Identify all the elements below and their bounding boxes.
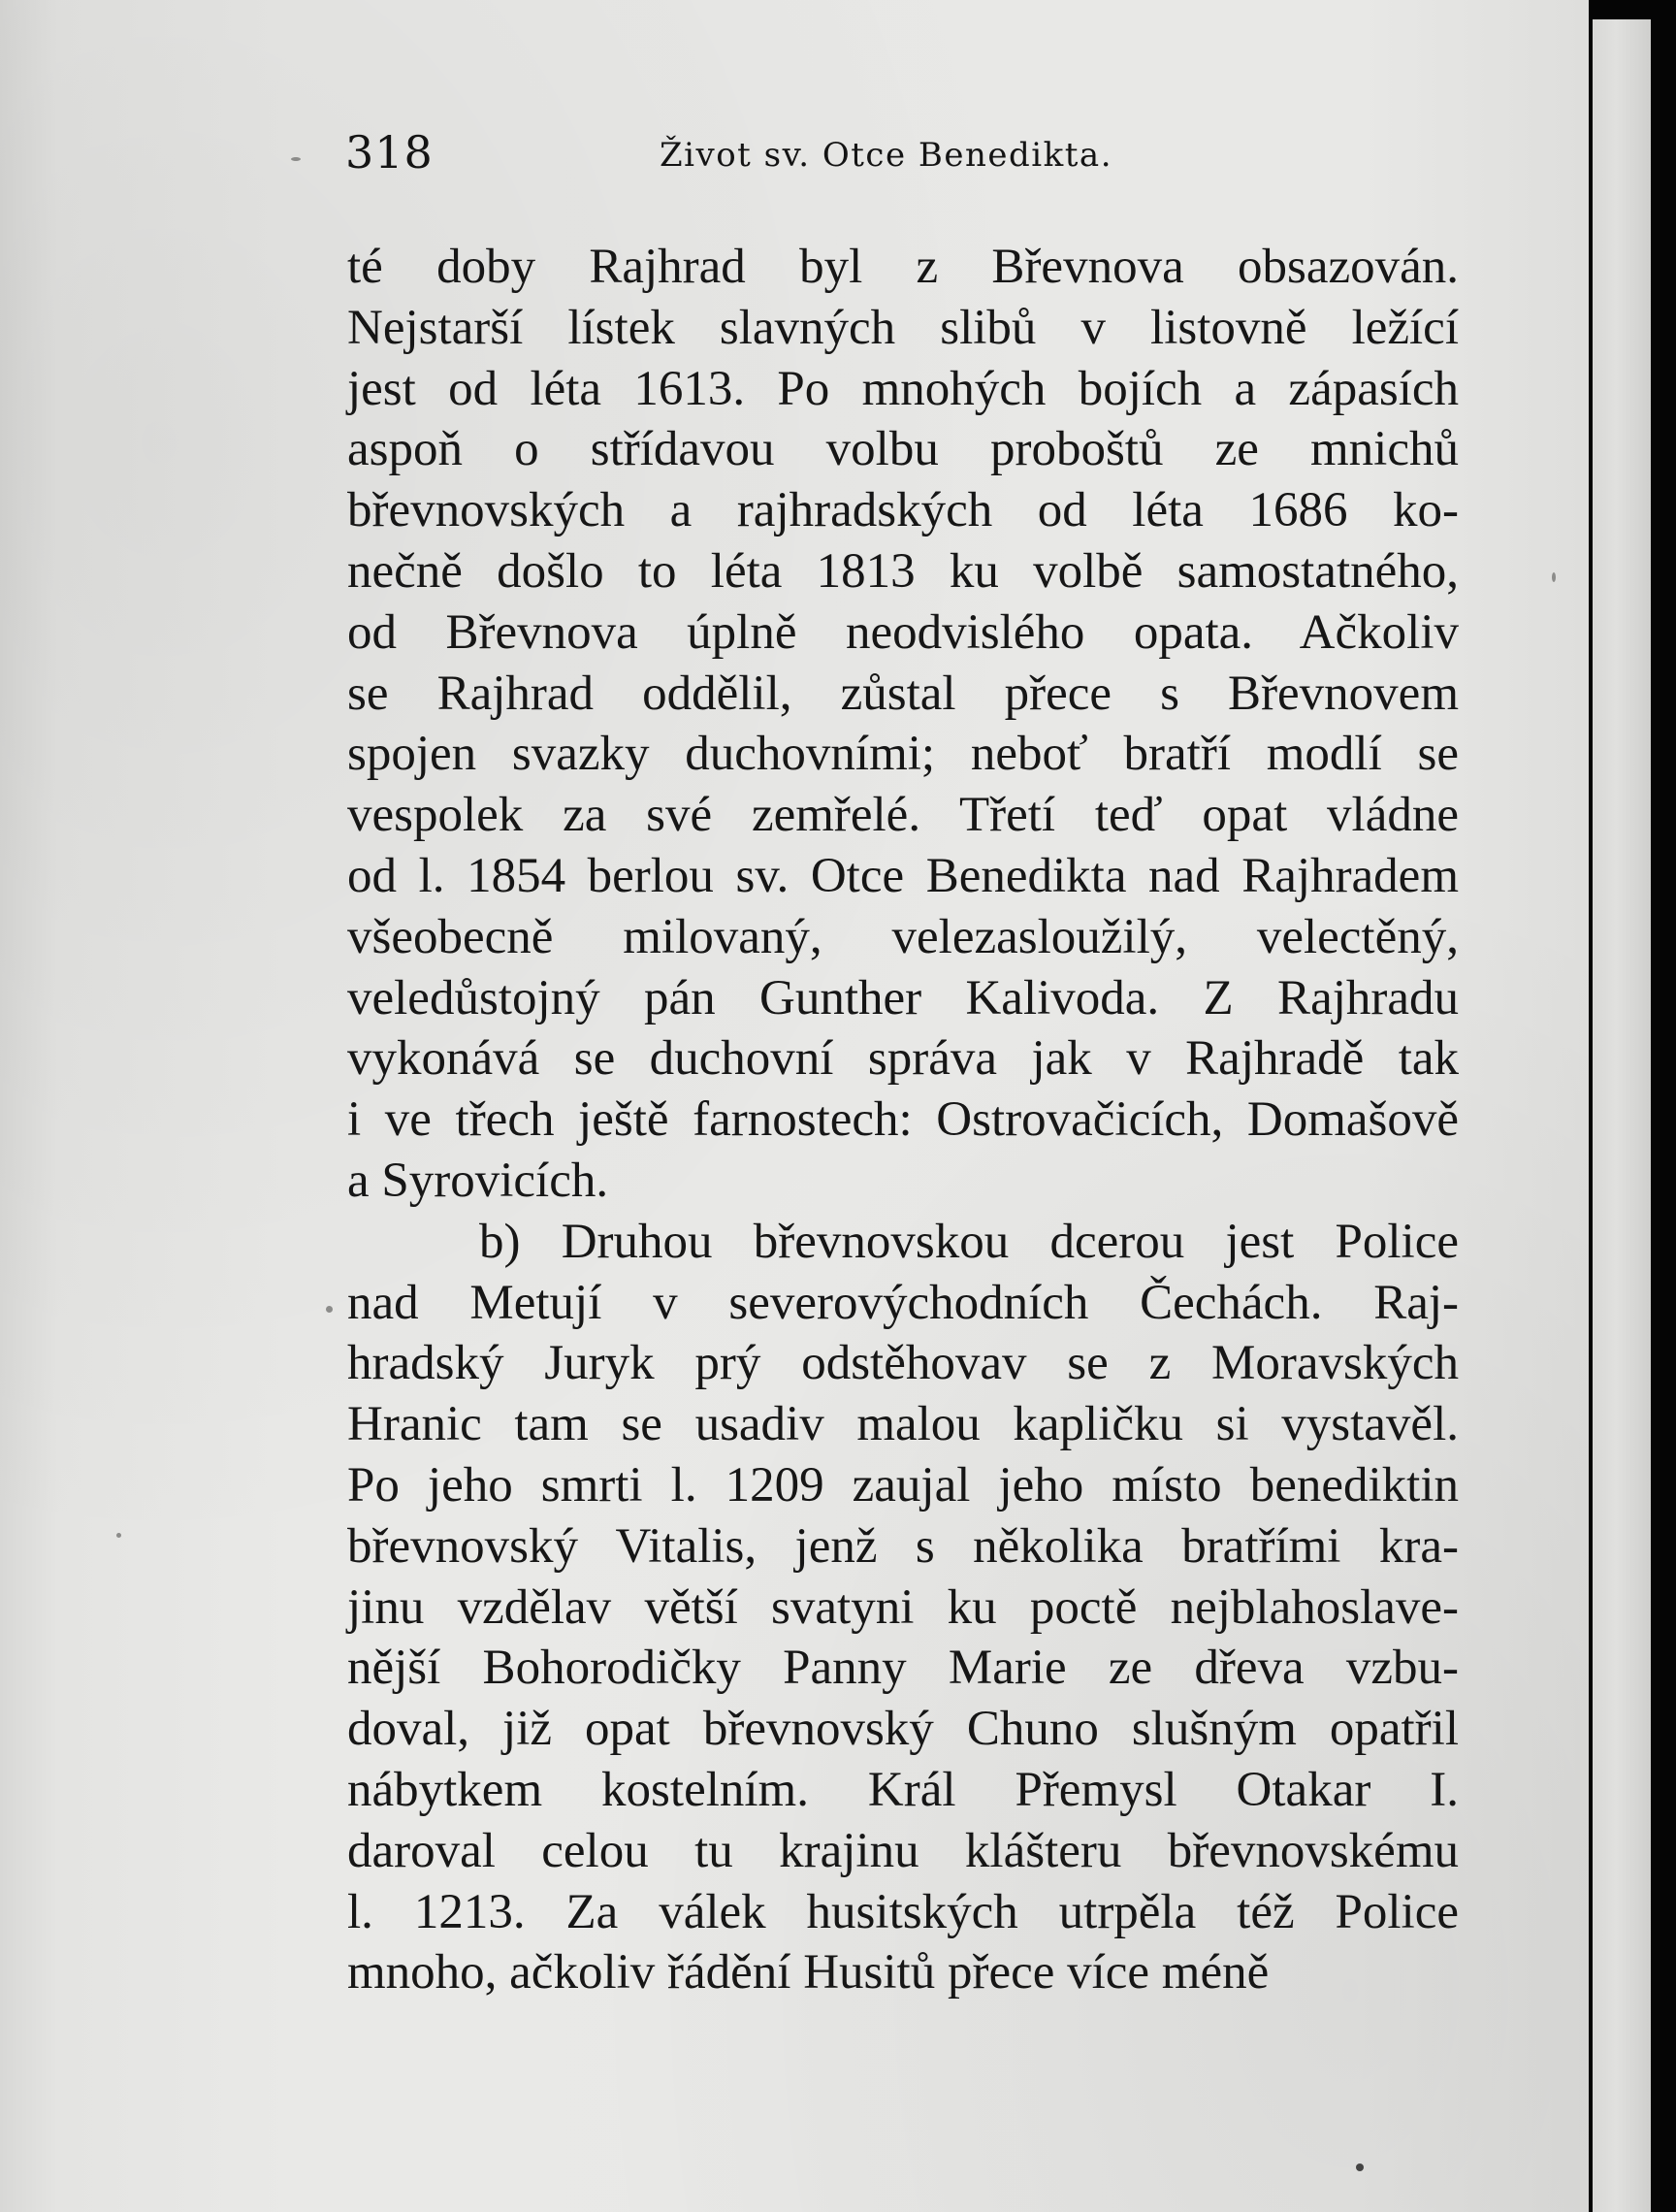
text-line: se Rajhrad oddělil, zůstal přece s Břevnovem: [347, 666, 1459, 721]
page-header: [345, 126, 1461, 194]
text-line: od Břevnova úplně neodvislého opata. Ačkoliv: [347, 604, 1459, 660]
text-line: břevnovských a rajhradských od léta 1686 ko-: [347, 483, 1459, 538]
text-line: nější Bohorodičky Panny Marie ze dřeva vzbu-: [347, 1641, 1459, 1696]
text-line: l. 1213. Za válek husitských utrpěla též Police: [347, 1884, 1459, 1939]
paper-speck: [1552, 572, 1556, 582]
text-line: Po jeho smrti l. 1209 zaujal jeho místo benediktin: [347, 1457, 1459, 1513]
text-line: té doby Rajhrad byl z Břevnova obsazován.: [347, 240, 1459, 294]
text-line: spojen svazky duchovními; neboť bratří modlí se: [347, 727, 1459, 782]
paper-speck: [116, 1533, 121, 1538]
text-line: jinu vzdělav větší svatyni ku poctě nejblahoslave-: [347, 1579, 1459, 1635]
running-title: Život sv. Otce Benedikta.: [660, 136, 1112, 175]
text-line: nad Metují v severovýchodních Čechách. Raj-: [347, 1275, 1459, 1330]
text-line: Nejstarší lístek slavných slibů v listovně ležící: [347, 300, 1459, 355]
paper-speck: [326, 1306, 333, 1313]
text-line: břevnovský Vitalis, jenž s několika bratřími kra-: [347, 1518, 1459, 1574]
text-line-paragraph-end: a Syrovicích.: [347, 1153, 609, 1208]
text-line: mnoho, ačkoliv řádění Husitů přece více méně: [347, 1945, 1270, 2001]
text-line: daroval celou tu krajinu klášteru břevnovskému: [347, 1823, 1459, 1878]
text-line: hradský Juryk prý odstěhovav se z Moravských: [347, 1336, 1459, 1391]
text-line: Hranic tam se usadiv malou kapličku si vystavěl.: [347, 1397, 1459, 1452]
text-line: od l. 1854 berlou sv. Otce Benedikta nad Rajhradem: [347, 848, 1459, 903]
text-line: i ve třech ještě farnostech: Ostrovačicích, Domašově: [347, 1092, 1459, 1148]
text-line-paragraph-start: b) Druhou břevnovskou dcerou jest Police: [479, 1214, 1459, 1269]
paper-speck: [291, 157, 301, 161]
text-line: aspoň o střídavou volbu proboštů ze mnichů: [347, 422, 1459, 477]
text-line: všeobecně milovaný, velezasloužilý, velectěný,: [347, 909, 1459, 964]
next-page-edge: [1593, 19, 1651, 2212]
text-line: vykonává se duchovní správa jak v Rajhradě tak: [347, 1031, 1459, 1087]
body-text: [347, 237, 1459, 2003]
text-line: nábytkem kostelním. Král Přemysl Otakar I.: [347, 1762, 1459, 1817]
text-line: vespolek za své zemřelé. Třetí teď opat vládne: [347, 788, 1459, 843]
paper-speck: [1356, 2163, 1364, 2171]
text-line: doval, již opat břevnovský Chuno slušným opatřil: [347, 1702, 1459, 1757]
text-line: jest od léta 1613. Po mnohých bojích a zápasích: [347, 361, 1459, 416]
page-number: 318: [345, 126, 434, 179]
text-line: veledůstojný pán Gunther Kalivoda. Z Rajhradu: [347, 970, 1459, 1025]
text-line: nečně došlo to léta 1813 ku volbě samostatného,: [347, 543, 1459, 599]
